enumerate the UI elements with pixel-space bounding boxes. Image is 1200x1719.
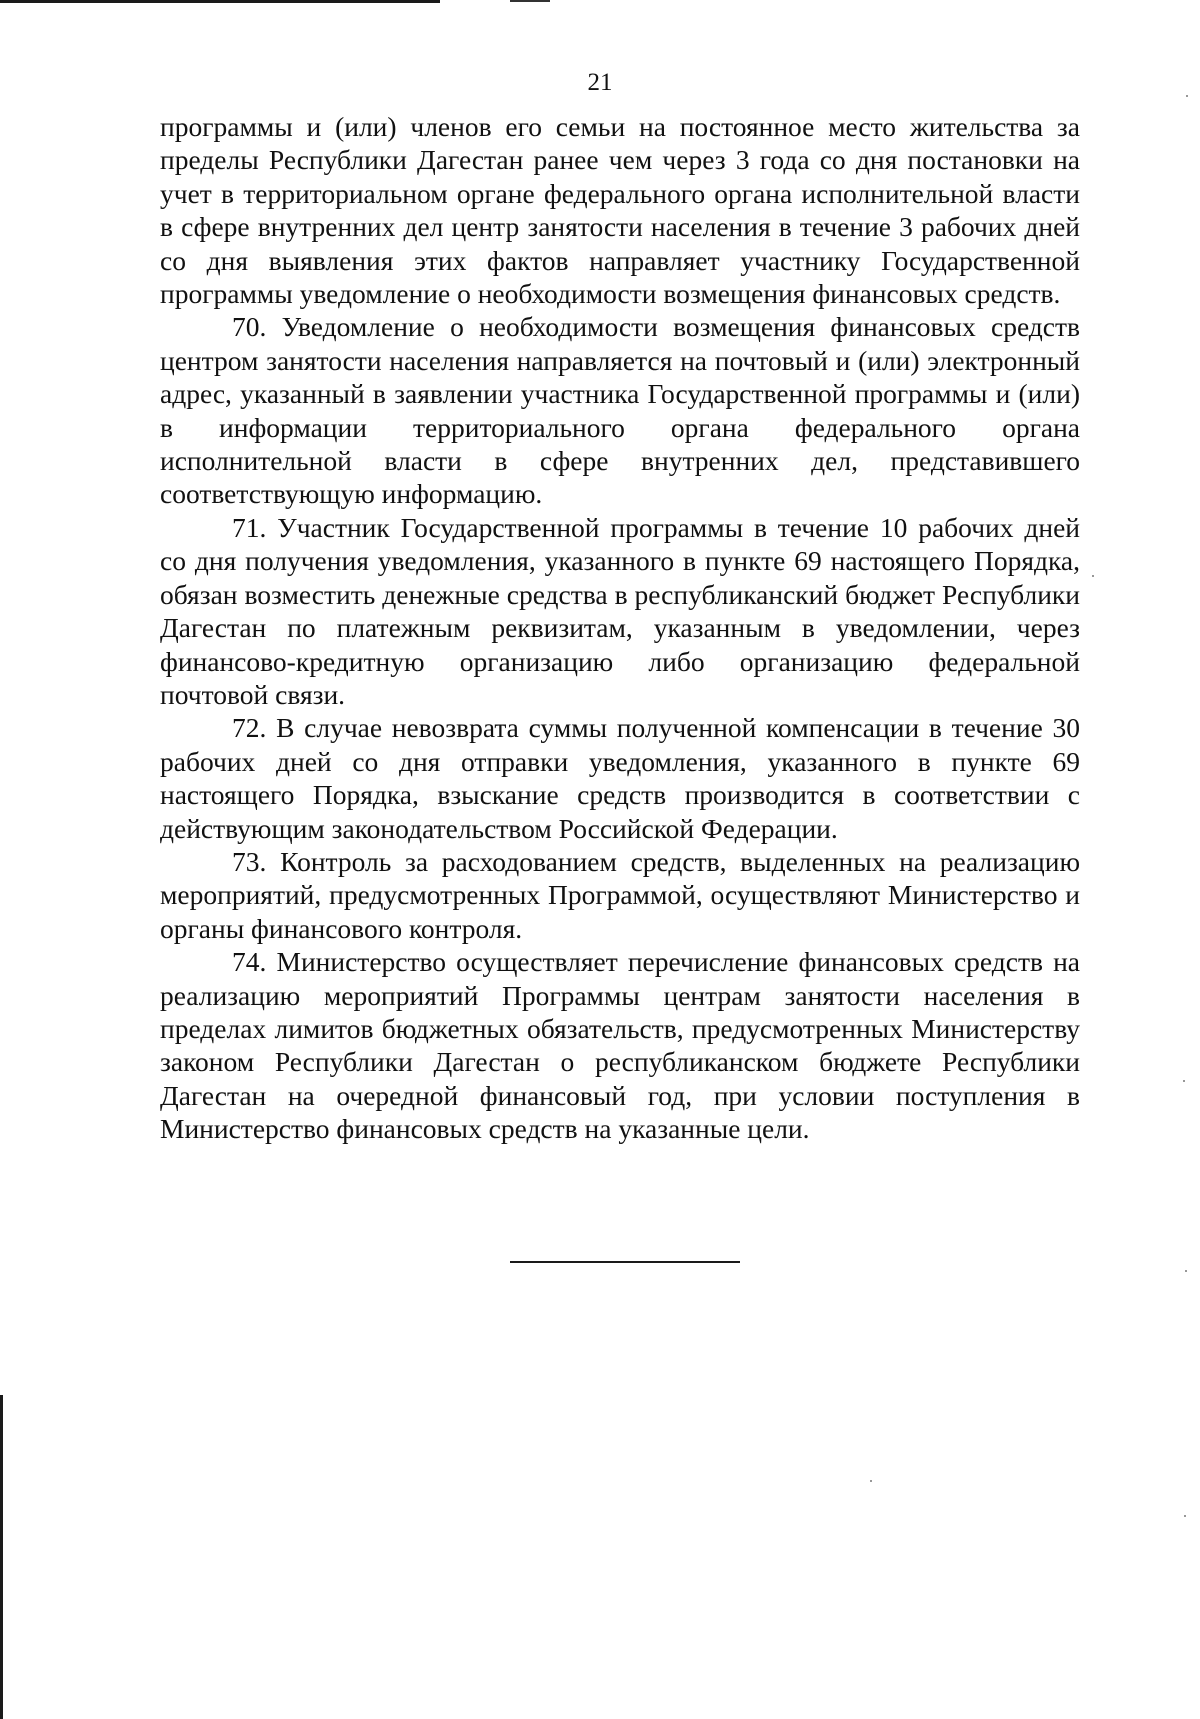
- paragraph-74: 74. Министерство осуществляет перечисление финансовых средств на реализацию мероприятий Программы центрам занятости населения в пределах лимитов бюджетных обязательств, предусмотренных Министерству законом Республики Дагестан о республиканском бюджете Республики Дагестан на очередной финансовый год, при условии поступления в Министерство финансовых средств на указанные цели.: [160, 946, 1080, 1145]
- paragraph-73: 73. Контроль за расходованием средств, выделенных на реализацию мероприятий, предусмотренных Программой, осуществляют Министерство и органы финансового контроля.: [160, 845, 1080, 944]
- scan-edge-artifact: [510, 0, 550, 2]
- document-body: [160, 110, 1080, 1146]
- end-of-document-rule: [510, 1261, 740, 1263]
- scan-speck: [1184, 1515, 1186, 1517]
- page-number: 21: [587, 69, 613, 96]
- paragraph-72: 72. В случае невозврата суммы полученной компенсации в течение 30 рабочих дней со дня отправки уведомления, указанного в пункте 69 настоящего Порядка, взыскание средств производится в соответствии с действующим законодательством Российской Федерации.: [160, 712, 1080, 844]
- paragraph-71: 71. Участник Государственной программы в течение 10 рабочих дней со дня получения уведомления, указанного в пункте 69 настоящего Порядка, обязан возместить денежные средства в республиканский бюджет Республики Дагестан по платежным реквизитам, указанным в уведомлении, через финансово-кредитную организацию либо организацию федеральной почтовой связи.: [160, 511, 1080, 710]
- paragraph-70: 70. Уведомление о необходимости возмещения финансовых средств центром занятости населения направляется на почтовый и (или) электронный адрес, указанный в заявлении участника Государственной программы и (или) в информации территориального органа федерального органа исполнительной власти в сфере внутренних дел, представившего соответствующую информацию.: [160, 311, 1080, 510]
- scan-speck: [1183, 1080, 1185, 1082]
- scan-edge-artifact: [0, 0, 440, 3]
- paragraph-continuation: программы и (или) членов его семьи на постоянное место жительства за пределы Республики Дагестан ранее чем через 3 года со дня постановки на учет в территориальном органе федерального органа исполнительной власти в сфере внутренних дел центр занятости населения в течение 3 рабочих дней со дня выявления этих фактов направляет участнику Государственной программы уведомление о необходимости возмещения финансовых средств.: [160, 111, 1080, 310]
- scan-edge-artifact: [0, 1395, 3, 1719]
- scan-speck: [1092, 575, 1094, 577]
- scan-speck: [870, 1480, 872, 1482]
- scan-speck: [1185, 1270, 1187, 1272]
